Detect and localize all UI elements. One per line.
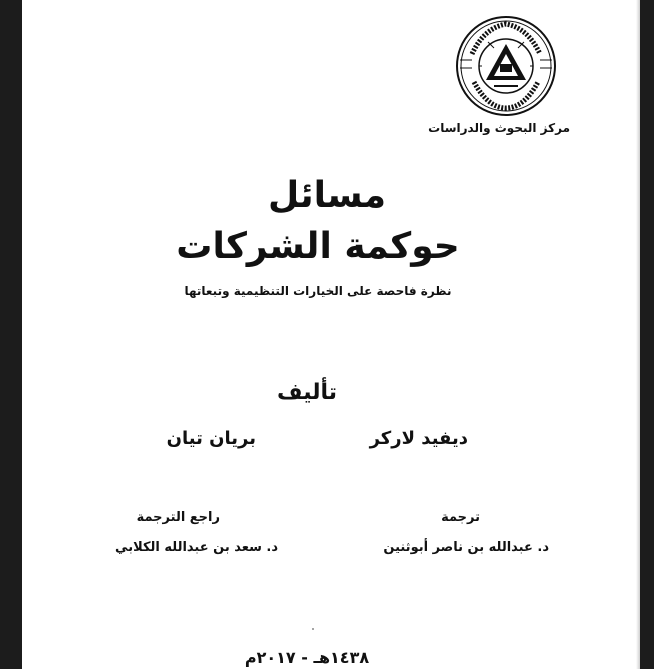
book-subtitle: نظرة فاحصة على الخيارات التنظيمية وتبعاتها <box>184 284 452 298</box>
translator-name: د. عبدالله بن ناصر أبوثنين <box>383 540 549 555</box>
author-name-1: ديفيد لاركر <box>369 428 468 449</box>
reviewer-name: د. سعد بن عبدالله الكلابي <box>115 540 278 555</box>
translator-label: ترجمة <box>441 510 480 525</box>
reviewer-label: راجع الترجمة <box>136 510 220 525</box>
institute-seal-logo <box>454 14 558 118</box>
author-name-2: بريان تيان <box>166 428 256 449</box>
research-center-name: مركز البحوث والدراسات <box>428 121 570 135</box>
authorship-label: تأليف <box>277 380 337 405</box>
publication-date: ١٤٣٨هـ - ٢٠١٧م <box>244 648 370 667</box>
book-title-line2: حوكمة الشركات <box>176 226 460 267</box>
right-dark-border <box>640 0 654 669</box>
page-speck <box>312 628 314 630</box>
book-title-line1: مسائل <box>267 175 387 216</box>
left-dark-border <box>0 0 22 669</box>
